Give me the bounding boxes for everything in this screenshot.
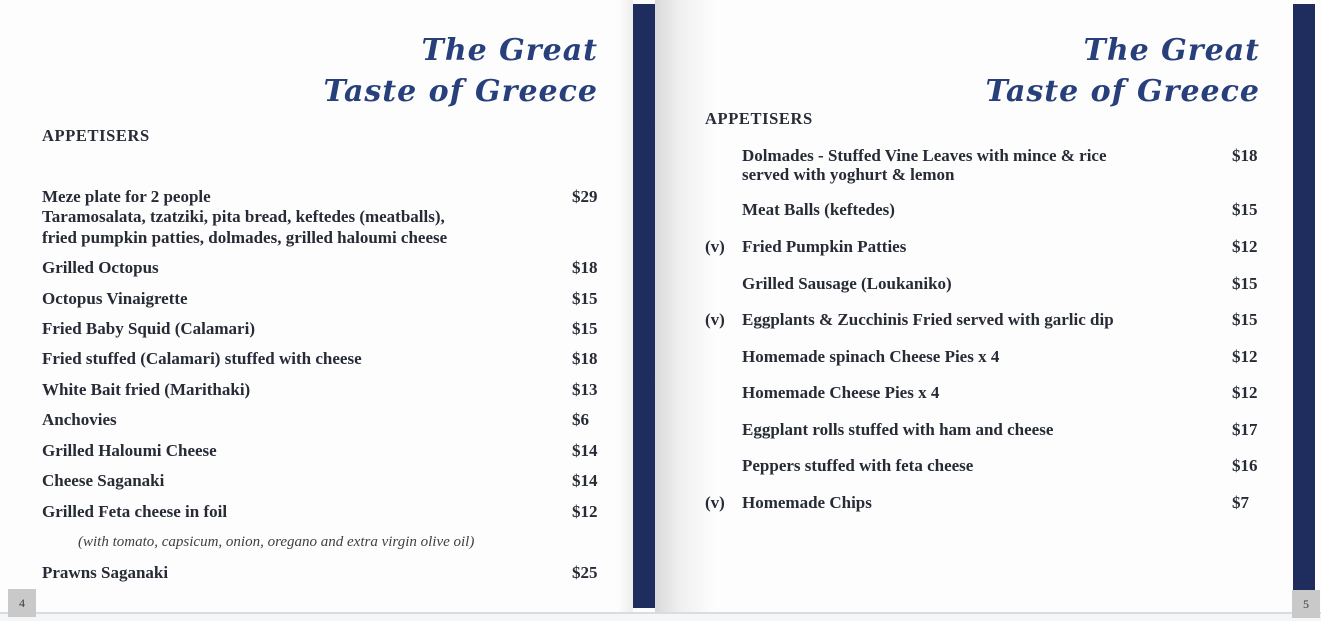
item-name: White Bait fried (Marithaki) [42, 380, 251, 399]
item-name: Grilled Feta cheese in foil [42, 502, 228, 521]
page-bottom-edge [0, 612, 1321, 621]
item-price: $17 [1232, 420, 1258, 439]
item-price: $14 [572, 441, 598, 460]
item-price: $15 [572, 319, 598, 338]
item-description: Taramosalata, tzatziki, pita bread, keftedes (meatballs), fried pumpkin patties, dolmades, grilled haloumi cheese [42, 207, 448, 247]
item-price: $16 [1232, 456, 1258, 475]
item-name: Prawns Saganaki [42, 563, 169, 582]
vegetarian-marker: (v) [705, 493, 725, 512]
item-name: Fried Baby Squid (Calamari) [42, 319, 255, 338]
section-title-right: APPETISERS [705, 109, 813, 128]
section-title-left: APPETISERS [42, 126, 150, 145]
item-name: Dolmades - Stuffed Vine Leaves with mince & rice [742, 146, 1107, 165]
item-name: Peppers stuffed with feta cheese [742, 456, 974, 475]
item-name: Grilled Sausage (Loukaniko) [742, 274, 952, 293]
item-name: Anchovies [42, 410, 117, 429]
item-name: Grilled Haloumi Cheese [42, 441, 217, 460]
left-page-spine-bar [633, 4, 655, 608]
vegetarian-marker: (v) [705, 237, 725, 256]
item-name: Grilled Octopus [42, 258, 159, 277]
item-name: Cheese Saganaki [42, 471, 165, 490]
item-name: Homemade spinach Cheese Pies x 4 [742, 347, 1000, 366]
brand-logo-left [324, 30, 598, 112]
item-price: $25 [572, 563, 598, 582]
brand-line1: The Great [1083, 33, 1260, 68]
item-name: Octopus Vinaigrette [42, 289, 188, 308]
item-price: $15 [1232, 310, 1258, 329]
item-name: Eggplant rolls stuffed with ham and cheese [742, 420, 1054, 439]
item-price: $15 [1232, 200, 1258, 219]
item-price: $12 [1232, 383, 1258, 402]
item-price: $18 [572, 258, 598, 277]
brand-logo-right [986, 30, 1260, 112]
item-price: $14 [572, 471, 598, 490]
right-page-gutter-shadow [655, 0, 715, 613]
item-name: Homemade Chips [742, 493, 872, 512]
item-name: Fried stuffed (Calamari) stuffed with cheese [42, 349, 362, 368]
item-price: $13 [572, 380, 598, 399]
item-name: Meze plate for 2 people [42, 187, 211, 206]
item-price: $6 [572, 410, 589, 429]
item-price: $12 [1232, 237, 1258, 256]
item-note: (with tomato, capsicum, onion, oregano and extra virgin olive oil) [78, 534, 475, 550]
item-price: $7 [1232, 493, 1249, 512]
page-number-left: 4 [8, 589, 36, 617]
brand-line2: Taste of Greece [985, 74, 1260, 109]
page-number-right: 5 [1292, 590, 1320, 618]
item-price: $12 [1232, 347, 1258, 366]
item-name: Fried Pumpkin Patties [742, 237, 907, 256]
item-price: $15 [572, 289, 598, 308]
right-page-edge-bar [1293, 4, 1315, 590]
item-name-line2: served with yoghurt & lemon [742, 165, 955, 184]
item-price: $18 [1232, 146, 1258, 165]
brand-line2: Taste of Greece [323, 74, 598, 109]
item-price: $18 [572, 349, 598, 368]
item-name: Homemade Cheese Pies x 4 [742, 383, 940, 402]
vegetarian-marker: (v) [705, 310, 725, 329]
item-name: Meat Balls (keftedes) [742, 200, 895, 219]
left-page-gutter-shadow [618, 0, 633, 613]
item-price: $29 [572, 187, 598, 206]
item-price: $12 [572, 502, 598, 521]
item-price: $15 [1232, 274, 1258, 293]
item-name: Eggplants & Zucchinis Fried served with garlic dip [742, 310, 1114, 329]
brand-line1: The Great [421, 33, 598, 68]
